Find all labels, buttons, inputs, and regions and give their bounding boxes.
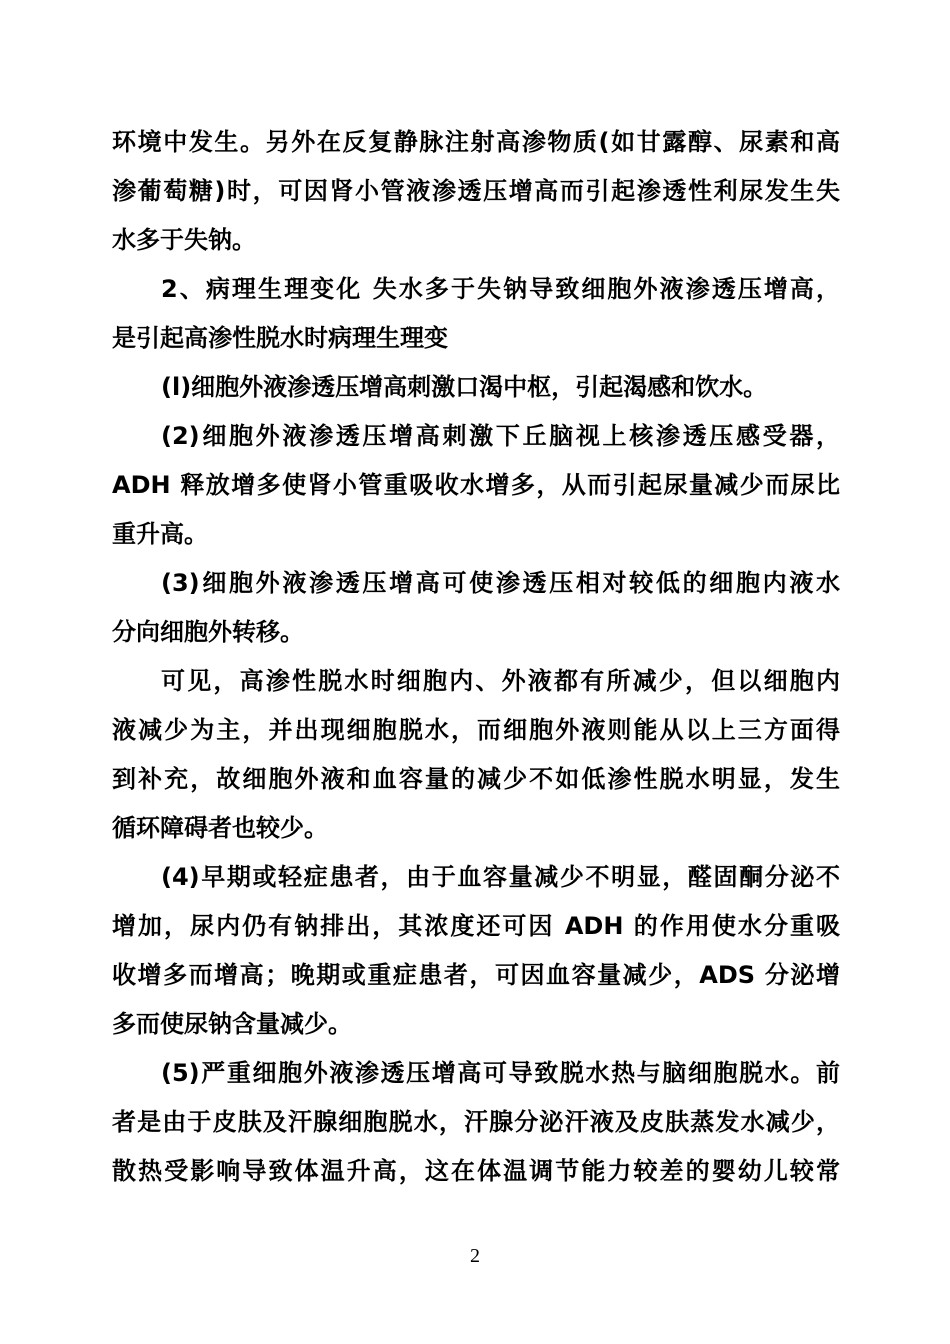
text-line: 散热受影响导致体温升高，这在体温调节能力较差的婴幼儿较常: [112, 1157, 840, 1185]
text-line: 收增多而增高；晚期或重症患者，可因血容量减少，ADS 分泌增: [112, 961, 840, 989]
text-line: 分向细胞外转移。: [112, 618, 304, 646]
text-line: 渗葡萄糖)时，可因肾小管液渗透压增高而引起渗透性利尿发生失: [112, 177, 840, 205]
text-line: 多而使尿钠含量减少。: [112, 1010, 352, 1038]
paragraph-start: 可见，高渗性脱水时细胞内、外液都有所减少，但以细胞内: [161, 667, 840, 695]
text-line: 环境中发生。另外在反复静脉注射高渗物质(如甘露醇、尿素和高: [112, 128, 840, 156]
text-line: ADH 释放增多使肾小管重吸收水增多，从而引起尿量减少而尿比: [112, 471, 840, 499]
list-item-2: (2)细胞外液渗透压增高刺激下丘脑视上核渗透压感受器，: [161, 422, 840, 450]
list-item-1: (l)细胞外液渗透压增高刺激口渴中枢，引起渴感和饮水。: [161, 373, 768, 401]
text-line: 增加，尿内仍有钠排出，其浓度还可因 ADH 的作用使水分重吸: [112, 912, 840, 940]
text-line: 者是由于皮肤及汗腺细胞脱水，汗腺分泌汗液及皮肤蒸发水减少，: [112, 1108, 840, 1136]
list-item-4: (4)早期或轻症患者，由于血容量减少不明显，醛固酮分泌不: [161, 863, 840, 891]
text-line: 重升高。: [112, 520, 208, 548]
page-number: 2: [470, 1245, 480, 1267]
text-line: 是引起高渗性脱水时病理生理变: [112, 324, 448, 352]
text-line: 循环障碍者也较少。: [112, 814, 328, 842]
body-text: [112, 118, 840, 1196]
text-line: 液减少为主，并出现细胞脱水，而细胞外液则能从以上三方面得: [112, 716, 840, 744]
section-heading-line: 2、病理生理变化 失水多于失钠导致细胞外液渗透压增高，: [161, 275, 840, 303]
text-line: 到补充，故细胞外液和血容量的减少不如低渗性脱水明显，发生: [112, 765, 840, 793]
text-line: 水多于失钠。: [112, 226, 256, 254]
list-item-3: (3)细胞外液渗透压增高可使渗透压相对较低的细胞内液水: [161, 569, 840, 597]
list-item-5: (5)严重细胞外液渗透压增高可导致脱水热与脑细胞脱水。前: [161, 1059, 840, 1087]
